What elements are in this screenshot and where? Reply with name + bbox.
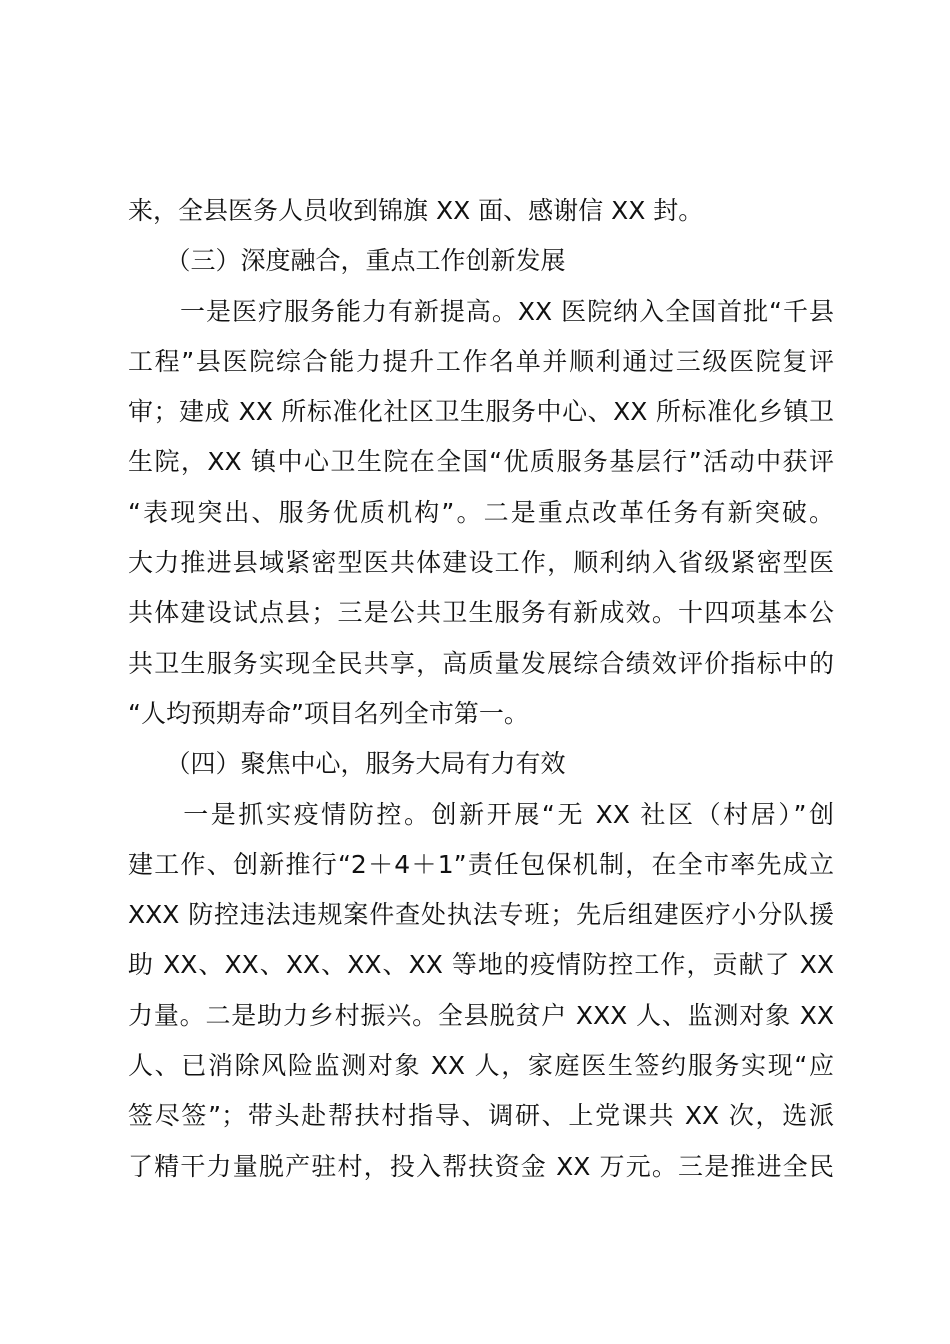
text-line: 人、已消除风险监测对象 XX 人，家庭医生签约服务实现“应 (128, 1051, 834, 1081)
text-line: 建工作、创新推行“2＋4＋1”责任包保机制，在全市率先成立 (128, 849, 834, 879)
text-line: 助 XX、XX、XX、XX、XX 等地的疫情防控工作，贡献了 XX (128, 950, 834, 980)
text-line: 大力推进县域紧密型医共体建设工作，顺利纳入省级紧密型医 (128, 548, 834, 578)
section-heading: （三）深度融合，重点工作创新发展 (128, 246, 566, 276)
text-line: 签尽签”；带头赴帮扶村指导、调研、上党课共 XX 次，选派 (128, 1101, 834, 1131)
text-line: “表现突出、服务优质机构”。二是重点改革任务有新突破。 (128, 497, 834, 527)
text-line: 一是医疗服务能力有新提高。XX 医院纳入全国首批“千县 (128, 296, 834, 326)
body-text (128, 186, 834, 1192)
text-line: 力量。二是助力乡村振兴。全县脱贫户 XXX 人、监测对象 XX (128, 1000, 834, 1030)
text-line: “人均预期寿命”项目名列全市第一。 (128, 698, 529, 728)
text-line: XXX 防控违法违规案件查处执法专班；先后组建医疗小分队援 (128, 900, 834, 930)
text-line: 来，全县医务人员收到锦旗 XX 面、感谢信 XX 封。 (128, 196, 704, 225)
text-line: 了精干力量脱产驻村，投入帮扶资金 XX 万元。三是推进全民 (128, 1151, 834, 1181)
text-line: 工程”县医院综合能力提升工作名单并顺利通过三级医院复评 (128, 346, 834, 376)
section-heading: （四）聚焦中心，服务大局有力有效 (128, 749, 566, 779)
text-line: 审；建成 XX 所标准化社区卫生服务中心、XX 所标准化乡镇卫 (128, 397, 834, 427)
text-line: 生院，XX 镇中心卫生院在全国“优质服务基层行”活动中获评 (128, 447, 834, 477)
text-line: 一是抓实疫情防控。创新开展“无 XX 社区（村居）”创 (128, 799, 834, 829)
text-line: 共体建设试点县；三是公共卫生服务有新成效。十四项基本公 (128, 598, 834, 628)
text-line: 共卫生服务实现全民共享，高质量发展综合绩效评价指标中的 (128, 648, 834, 678)
